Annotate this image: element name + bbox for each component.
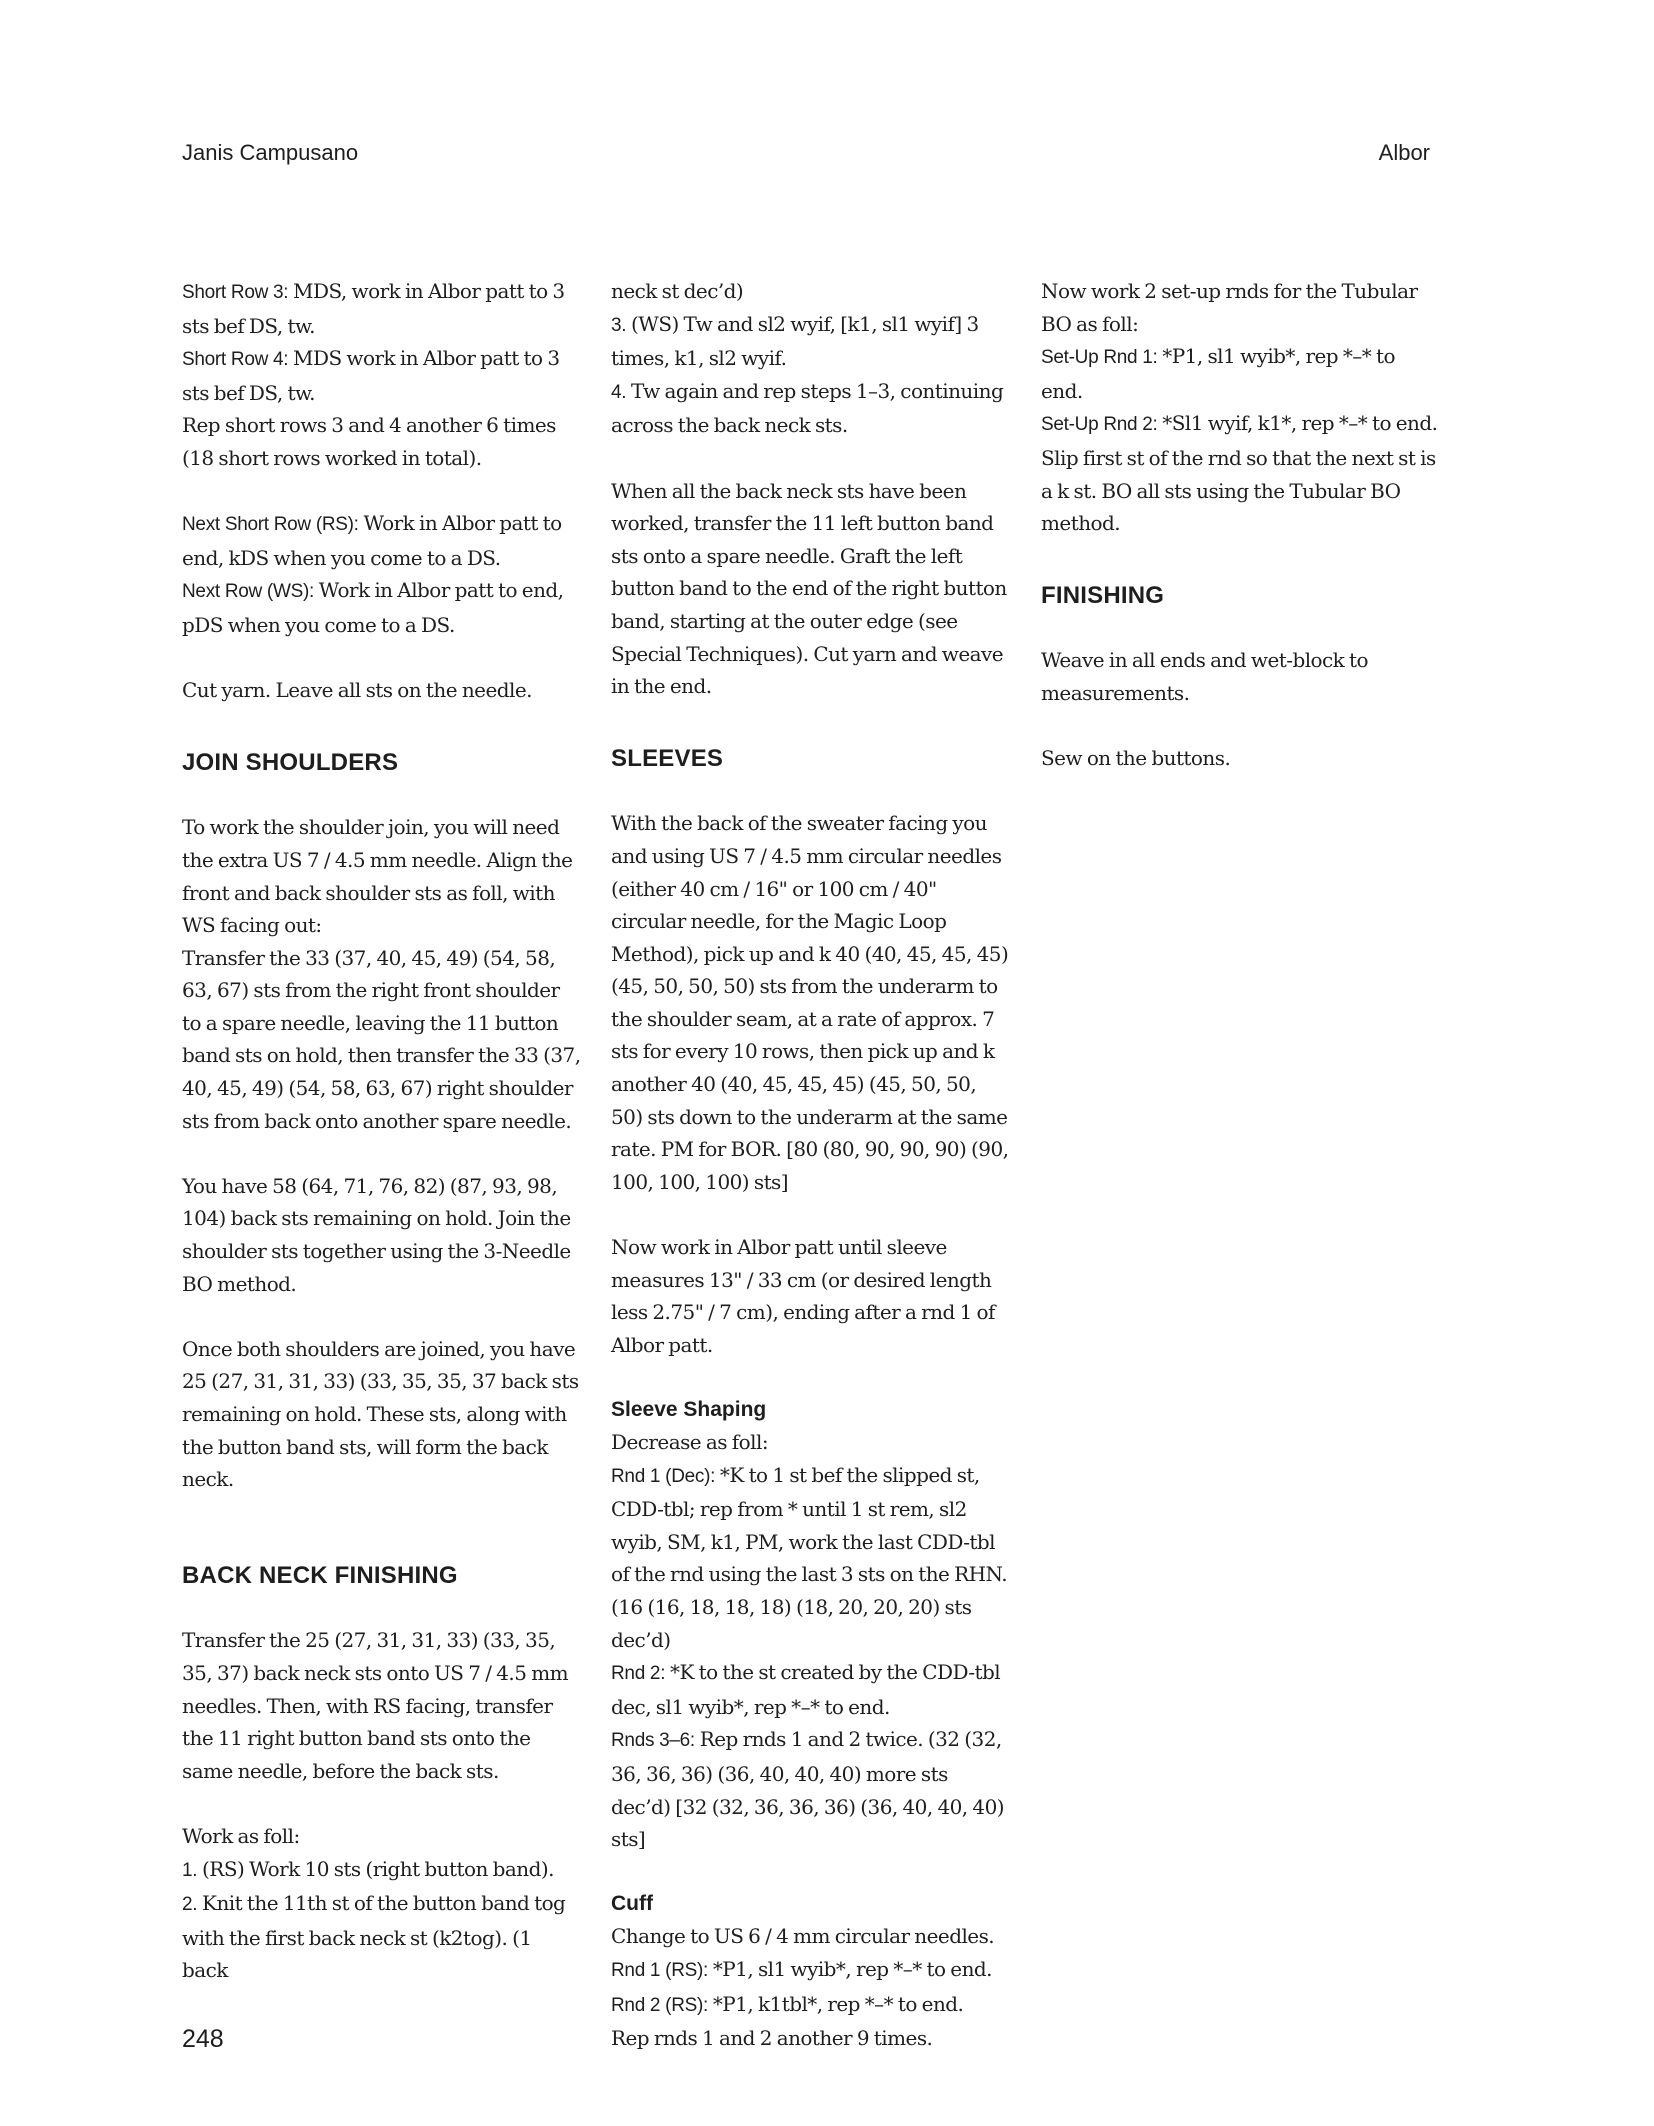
instruction-rnd-1-dec: [611, 1459, 1011, 1657]
instruction-text: *P1, sl1 wyib*, rep *–* to end.: [708, 1956, 992, 1981]
instruction-cuff-rnd-1: [611, 1953, 1011, 1988]
instruction-text: *P1, sl1 wyib*, rep *–* to end.: [1041, 344, 1395, 403]
instruction-label: 2.: [182, 1894, 198, 1916]
instruction-cuff-rnd-2: [611, 1988, 1011, 2023]
paragraph-sleeves-2: Now work in Albor patt until sleeve measures 13" / 33 cm (or desired length less 2.75" / 7 cm), ending after a rnd 1 of Albor patt.: [611, 1235, 995, 1357]
paragraph-join-1: To work the shoulder join, you will need the extra US 7 / 4.5 mm needle. Align the front and back shoulder sts as foll, with WS facing out:: [182, 815, 573, 938]
paragraph-cuff-rep: Rep rnds 1 and 2 another 9 times.: [611, 2026, 933, 2051]
heading-back-neck-finishing: BACK NECK FINISHING: [182, 1562, 458, 1590]
paragraph-finishing-2: Sew on the buttons.: [1041, 746, 1231, 771]
instruction-next-row-ws: [182, 574, 582, 641]
instruction-step-2: [182, 1887, 582, 1987]
instruction-text: Rep rnds 1 and 2 twice. (32 (32, 36, 36, 36) (36, 40, 40, 40) more sts dec’d) [32 (32, 36, 36, 36) (36, 40, 40, 40) sts]: [611, 1727, 1005, 1852]
instruction-step-4: [611, 375, 1011, 442]
column-1: [182, 275, 582, 1987]
instruction-label: Short Row 4:: [182, 349, 289, 371]
instruction-text: *K to the st created by the CDD-tbl dec, sl1 wyib*, rep *–* to end.: [611, 1660, 1001, 1719]
paragraph-when-all: When all the back neck sts have been worked, transfer the 11 left button band sts onto a spare needle. Graft the left button band to the end of the right button band, starting at the outer edge (see Special Techniques). Cut yarn and weave in the end.: [611, 478, 1007, 699]
page-number: 248: [182, 2025, 224, 2053]
instruction-text: *K to 1 st bef the slipped st, CDD-tbl; rep from * until 1 st rem, sl2 wyib, SM, k1, PM, work the last CDD-tbl of the rnd using the last 3 sts on the RHN. (16 (16, 18, 18, 18) (18, 20, 20, 20) sts dec’d): [611, 1462, 1008, 1652]
paragraph-set-up-intro: Now work 2 set-up rnds for the Tubular BO as foll:: [1041, 279, 1418, 336]
paragraph-join-4: Once both shoulders are joined, you have 25 (27, 31, 31, 33) (33, 35, 35, 37 back sts remaining on hold. These sts, along with the button band sts, will form the back neck.: [182, 1336, 579, 1492]
instruction-step-3: [611, 308, 1011, 375]
instruction-label: Rnd 1 (RS):: [611, 1959, 709, 1981]
instruction-rnd-2: [611, 1656, 1011, 1723]
instruction-label: 3.: [611, 314, 627, 336]
instruction-next-short-row: [182, 507, 582, 574]
instruction-text: Work in Albor patt to end, kDS when you come to a DS.: [182, 511, 562, 570]
paragraph-join-2: Transfer the 33 (37, 40, 45, 49) (54, 58, 63, 67) sts from the right front shoulder to a spare needle, leaving the 11 button band sts on hold, then transfer the 33 (37, 40, 45, 49) (54, 58, 63, 67) right shoulder sts from back onto another spare needle.: [182, 945, 581, 1133]
instruction-text: *P1, k1tbl*, rep *–* to end.: [708, 1991, 964, 2016]
instruction-text: (WS) Tw and sl2 wyif, [k1, sl1 wyif] 3 times, k1, sl2 wyif.: [611, 311, 979, 371]
heading-sleeve-shaping: Sleeve Shaping: [611, 1398, 767, 1421]
instruction-label: 1.: [182, 1859, 198, 1881]
instruction-step-1: [182, 1853, 582, 1888]
paragraph-slip-first: Slip first st of the rnd so that the next st is a k st. BO all sts using the Tubular BO method.: [1041, 445, 1436, 536]
running-header-title: Albor: [1378, 140, 1430, 165]
instruction-label: Short Row 3:: [182, 282, 289, 303]
paragraph-back-neck-1: Transfer the 25 (27, 31, 31, 33) (33, 35, 35, 37) back neck sts onto US 7 / 4.5 mm needles. Then, with RS facing, transfer the 11 right button band sts onto the same needle, before the back sts.: [182, 1628, 569, 1783]
instruction-label: Next Row (WS):: [182, 581, 314, 603]
paragraph-sleeves-1: With the back of the sweater facing you and using US 7 / 4.5 mm circular needles (either 40 cm / 16" or 100 cm / 40" circular needle, for the Magic Loop Method), pick up and k 40 (40, 45, 45, 45) (45, 50, 50, 50) sts from the underarm to the shoulder seam, at a rate of approx. 7 sts for every 10 rows, then pick up and k another 40 (40, 45, 45, 45) (45, 50, 50, 50) sts down to the underarm at the same rate. PM for BOR. [80 (80, 90, 90, 90) (90, 100, 100, 100) sts]: [611, 811, 1009, 1194]
heading-cuff: Cuff: [611, 1892, 653, 1916]
instruction-text: (RS) Work 10 sts (right button band).: [197, 1856, 554, 1881]
instruction-set-up-rnd-2: [1041, 407, 1441, 442]
paragraph-join-3: You have 58 (64, 71, 76, 82) (87, 93, 98, 104) back sts remaining on hold. Join the shoulder sts together using the 3-Needle BO method.: [182, 1173, 571, 1296]
column-3: [1041, 275, 1441, 807]
instruction-short-row-4: [182, 342, 582, 409]
running-header-author: Janis Campusano: [182, 140, 359, 165]
instruction-label: Set-Up Rnd 2:: [1041, 414, 1158, 436]
paragraph-finishing-1: Weave in all ends and wet-block to measurements.: [1041, 648, 1369, 705]
column-2: [611, 275, 1011, 2055]
instruction-label: Rnd 1 (Dec):: [611, 1465, 716, 1487]
paragraph-rep-short-rows: Rep short rows 3 and 4 another 6 times (18 short rows worked in total).: [182, 413, 556, 470]
paragraph-cut-yarn: Cut yarn. Leave all sts on the needle.: [182, 678, 532, 703]
instruction-text: MDS work in Albor patt to 3 sts bef DS, tw.: [182, 346, 560, 405]
instruction-label: Rnds 3–6:: [611, 1730, 695, 1752]
instruction-text: Work in Albor patt to end, pDS when you come to a DS.: [182, 578, 564, 637]
instruction-label: Set-Up Rnd 1:: [1041, 347, 1158, 369]
heading-finishing: FINISHING: [1041, 582, 1165, 610]
instruction-label: Rnd 2 (RS):: [611, 1994, 709, 2016]
paragraph-continued: neck st dec’d): [611, 279, 744, 303]
instruction-label: Next Short Row (RS):: [182, 514, 359, 536]
paragraph-work-as-foll: Work as foll:: [182, 1823, 300, 1848]
heading-sleeves: SLEEVES: [611, 745, 724, 773]
instruction-text: *Sl1 wyif, k1*, rep *–* to end.: [1157, 411, 1438, 436]
instruction-text: Knit the 11th st of the button band tog with the first back neck st (k2tog). (1 back: [182, 1891, 566, 1983]
paragraph-shaping-intro: Decrease as foll:: [611, 1430, 769, 1454]
instruction-set-up-rnd-1: [1041, 340, 1441, 407]
instruction-rnds-3-6: [611, 1723, 1011, 1855]
instruction-label: Rnd 2:: [611, 1663, 666, 1685]
instruction-label: 4.: [611, 381, 627, 403]
instruction-text: MDS, work in Albor patt to 3 sts bef DS, tw.: [182, 279, 565, 338]
instruction-text: Tw again and rep steps 1–3, continuing across the back neck sts.: [611, 378, 1004, 438]
instruction-short-row-3: [182, 275, 582, 342]
heading-join-shoulders: JOIN SHOULDERS: [182, 749, 399, 777]
paragraph-cuff-intro: Change to US 6 / 4 mm circular needles.: [611, 1924, 995, 1949]
